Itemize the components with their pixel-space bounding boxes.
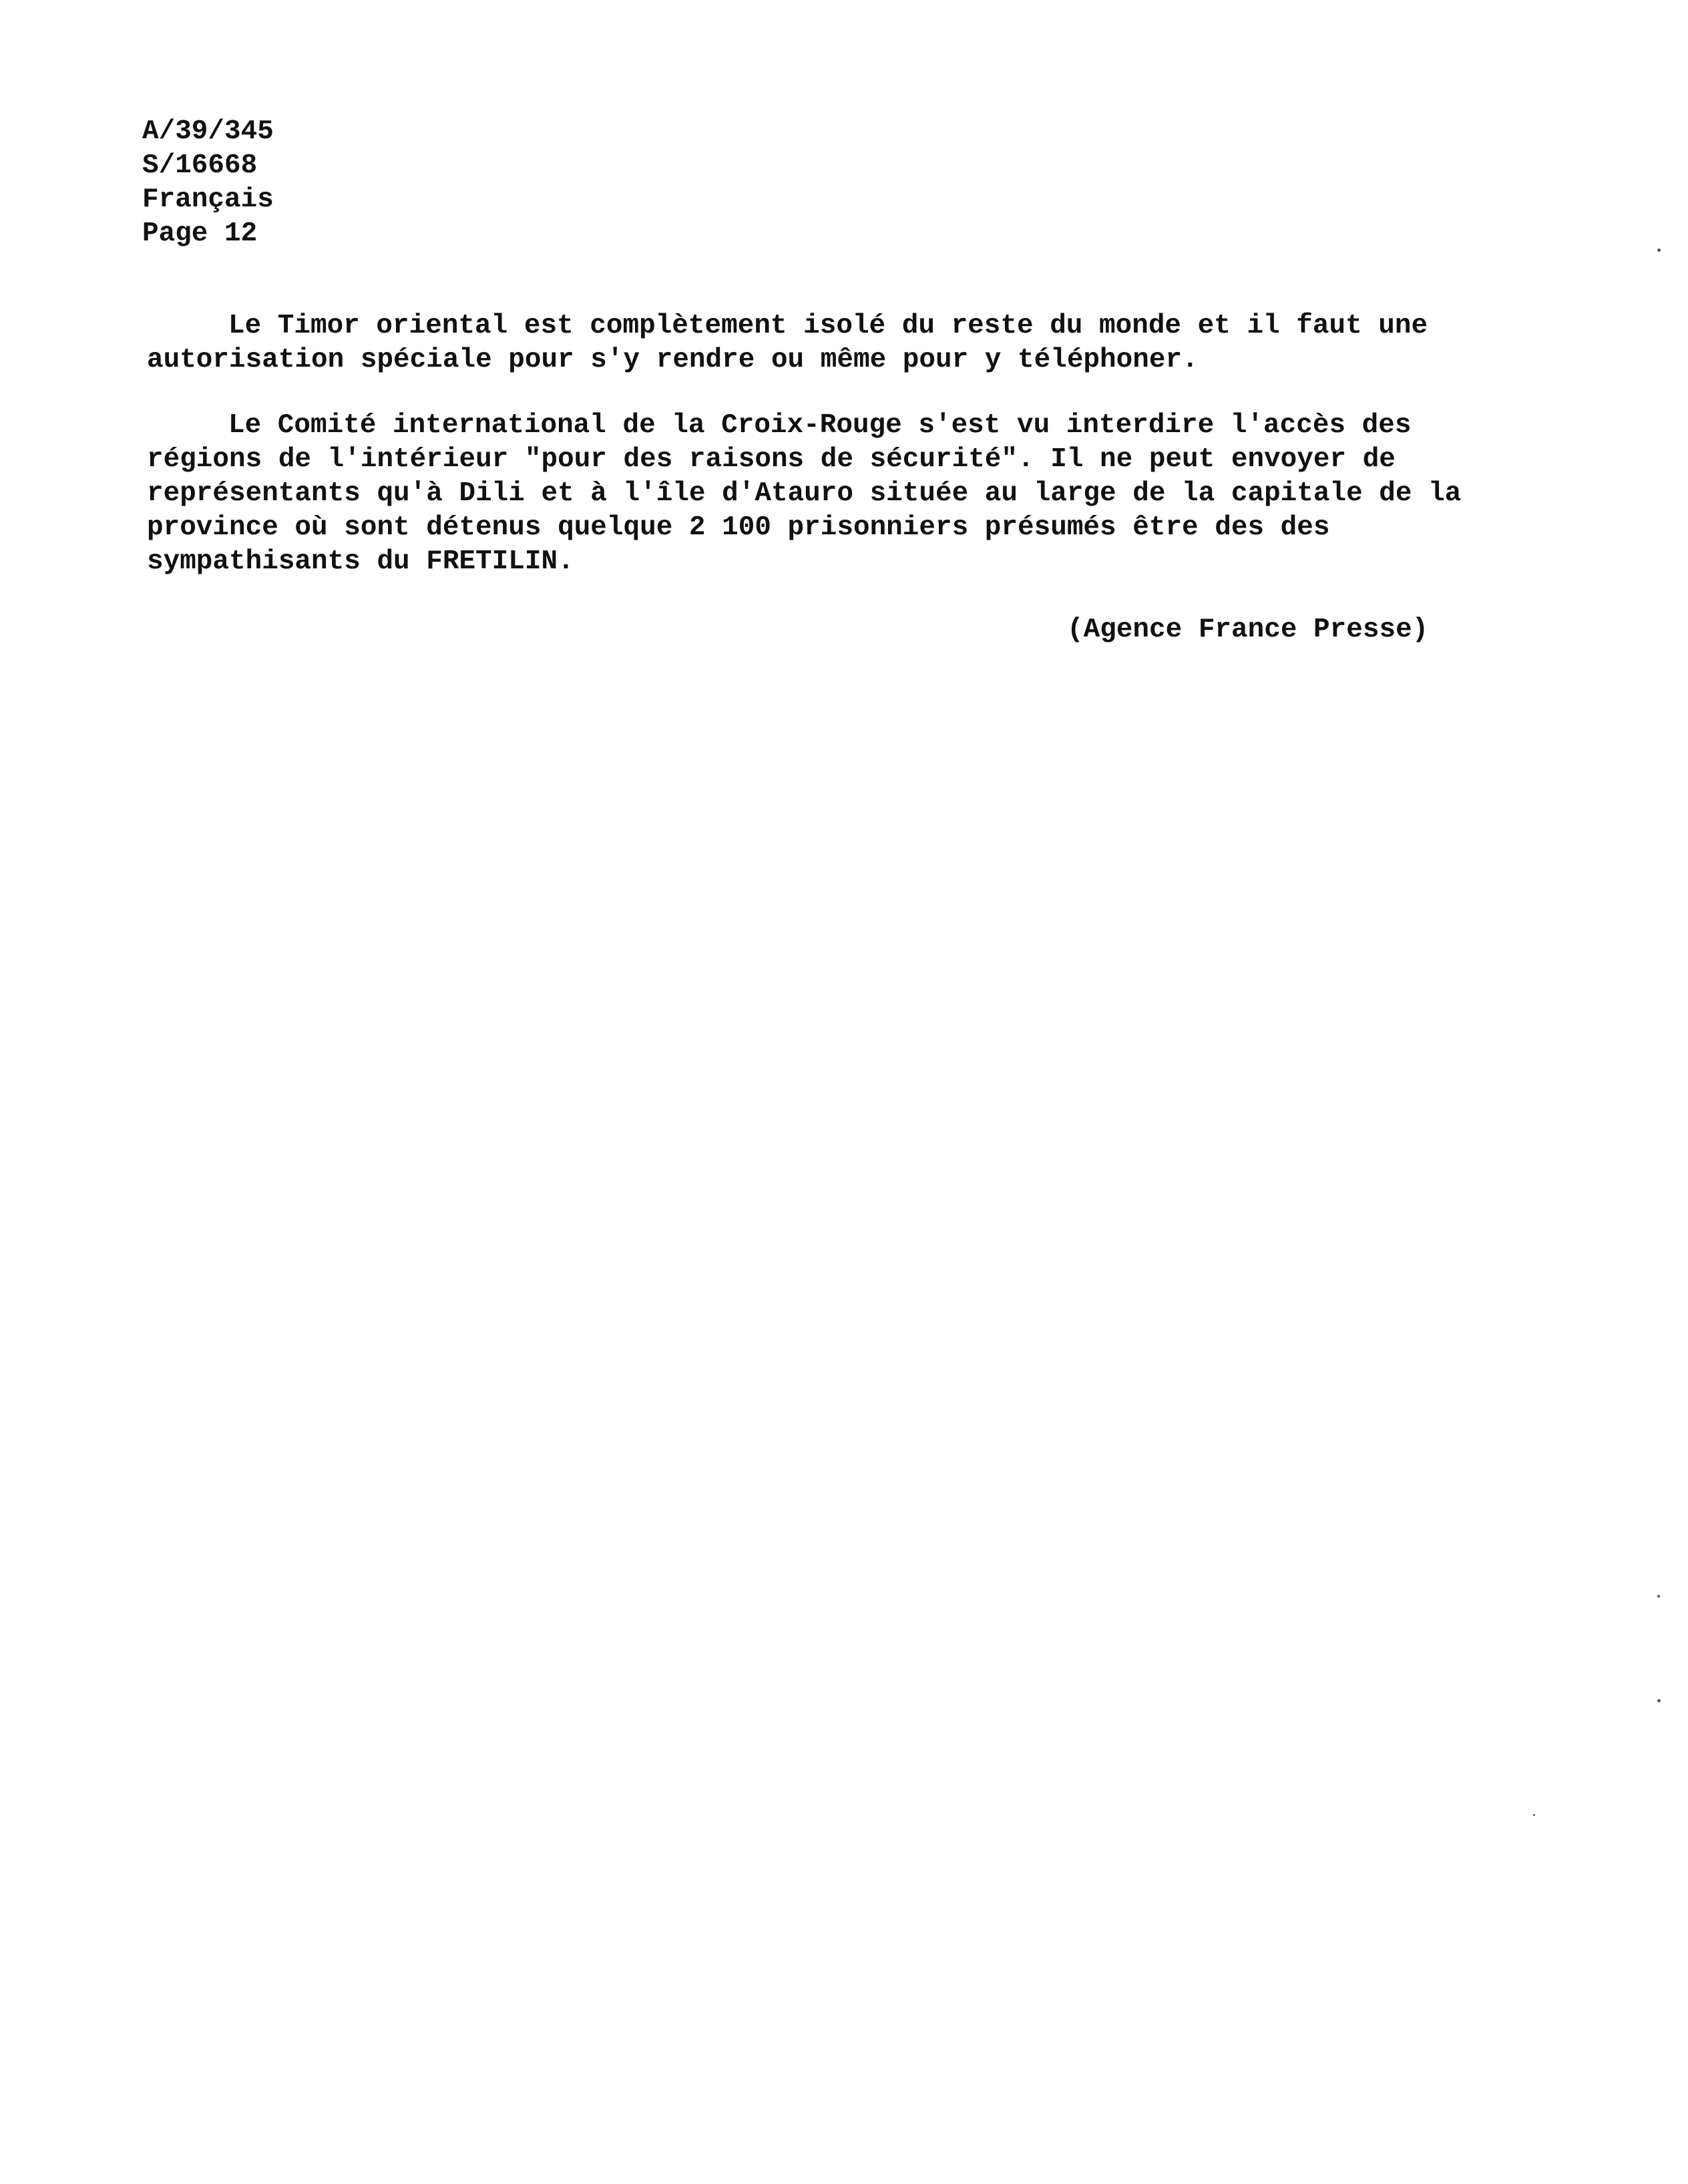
paragraph-line: sympathisants du FRETILIN. [147, 546, 574, 577]
document-language: Français [142, 184, 274, 215]
document-symbol-s: S/16668 [142, 150, 258, 181]
page-number: Page 12 [142, 218, 258, 249]
paragraph-line: Le Timor oriental est complètement isolé du reste du monde et il faut une [228, 311, 1428, 341]
paragraph-red-cross [147, 409, 1496, 579]
document-symbol-block [142, 115, 274, 251]
paragraph-line: autorisation spéciale pour s'y rendre ou même pour y téléphoner. [147, 345, 1199, 375]
scan-speck [1533, 1814, 1535, 1816]
paragraph-line: régions de l'intérieur "pour des raisons de sécurité". Il ne peut envoyer de [147, 444, 1396, 475]
scan-speck [1657, 1595, 1660, 1598]
paragraph-line: représentants qu'à Dili et à l'île d'Atauro située au large de la capitale de la [147, 478, 1462, 509]
scan-speck [1657, 1699, 1661, 1702]
scan-speck [1657, 248, 1661, 252]
document-symbol-a: A/39/345 [142, 116, 274, 147]
paragraph-line: Le Comité international de la Croix-Rouge s'est vu interdire l'accès des [228, 410, 1412, 441]
source-attribution: (Agence France Presse) [1067, 614, 1429, 645]
paragraph-line: province où sont détenus quelque 2 100 prisonniers présumés être des des [147, 512, 1330, 543]
paragraph-isolation [147, 309, 1496, 377]
